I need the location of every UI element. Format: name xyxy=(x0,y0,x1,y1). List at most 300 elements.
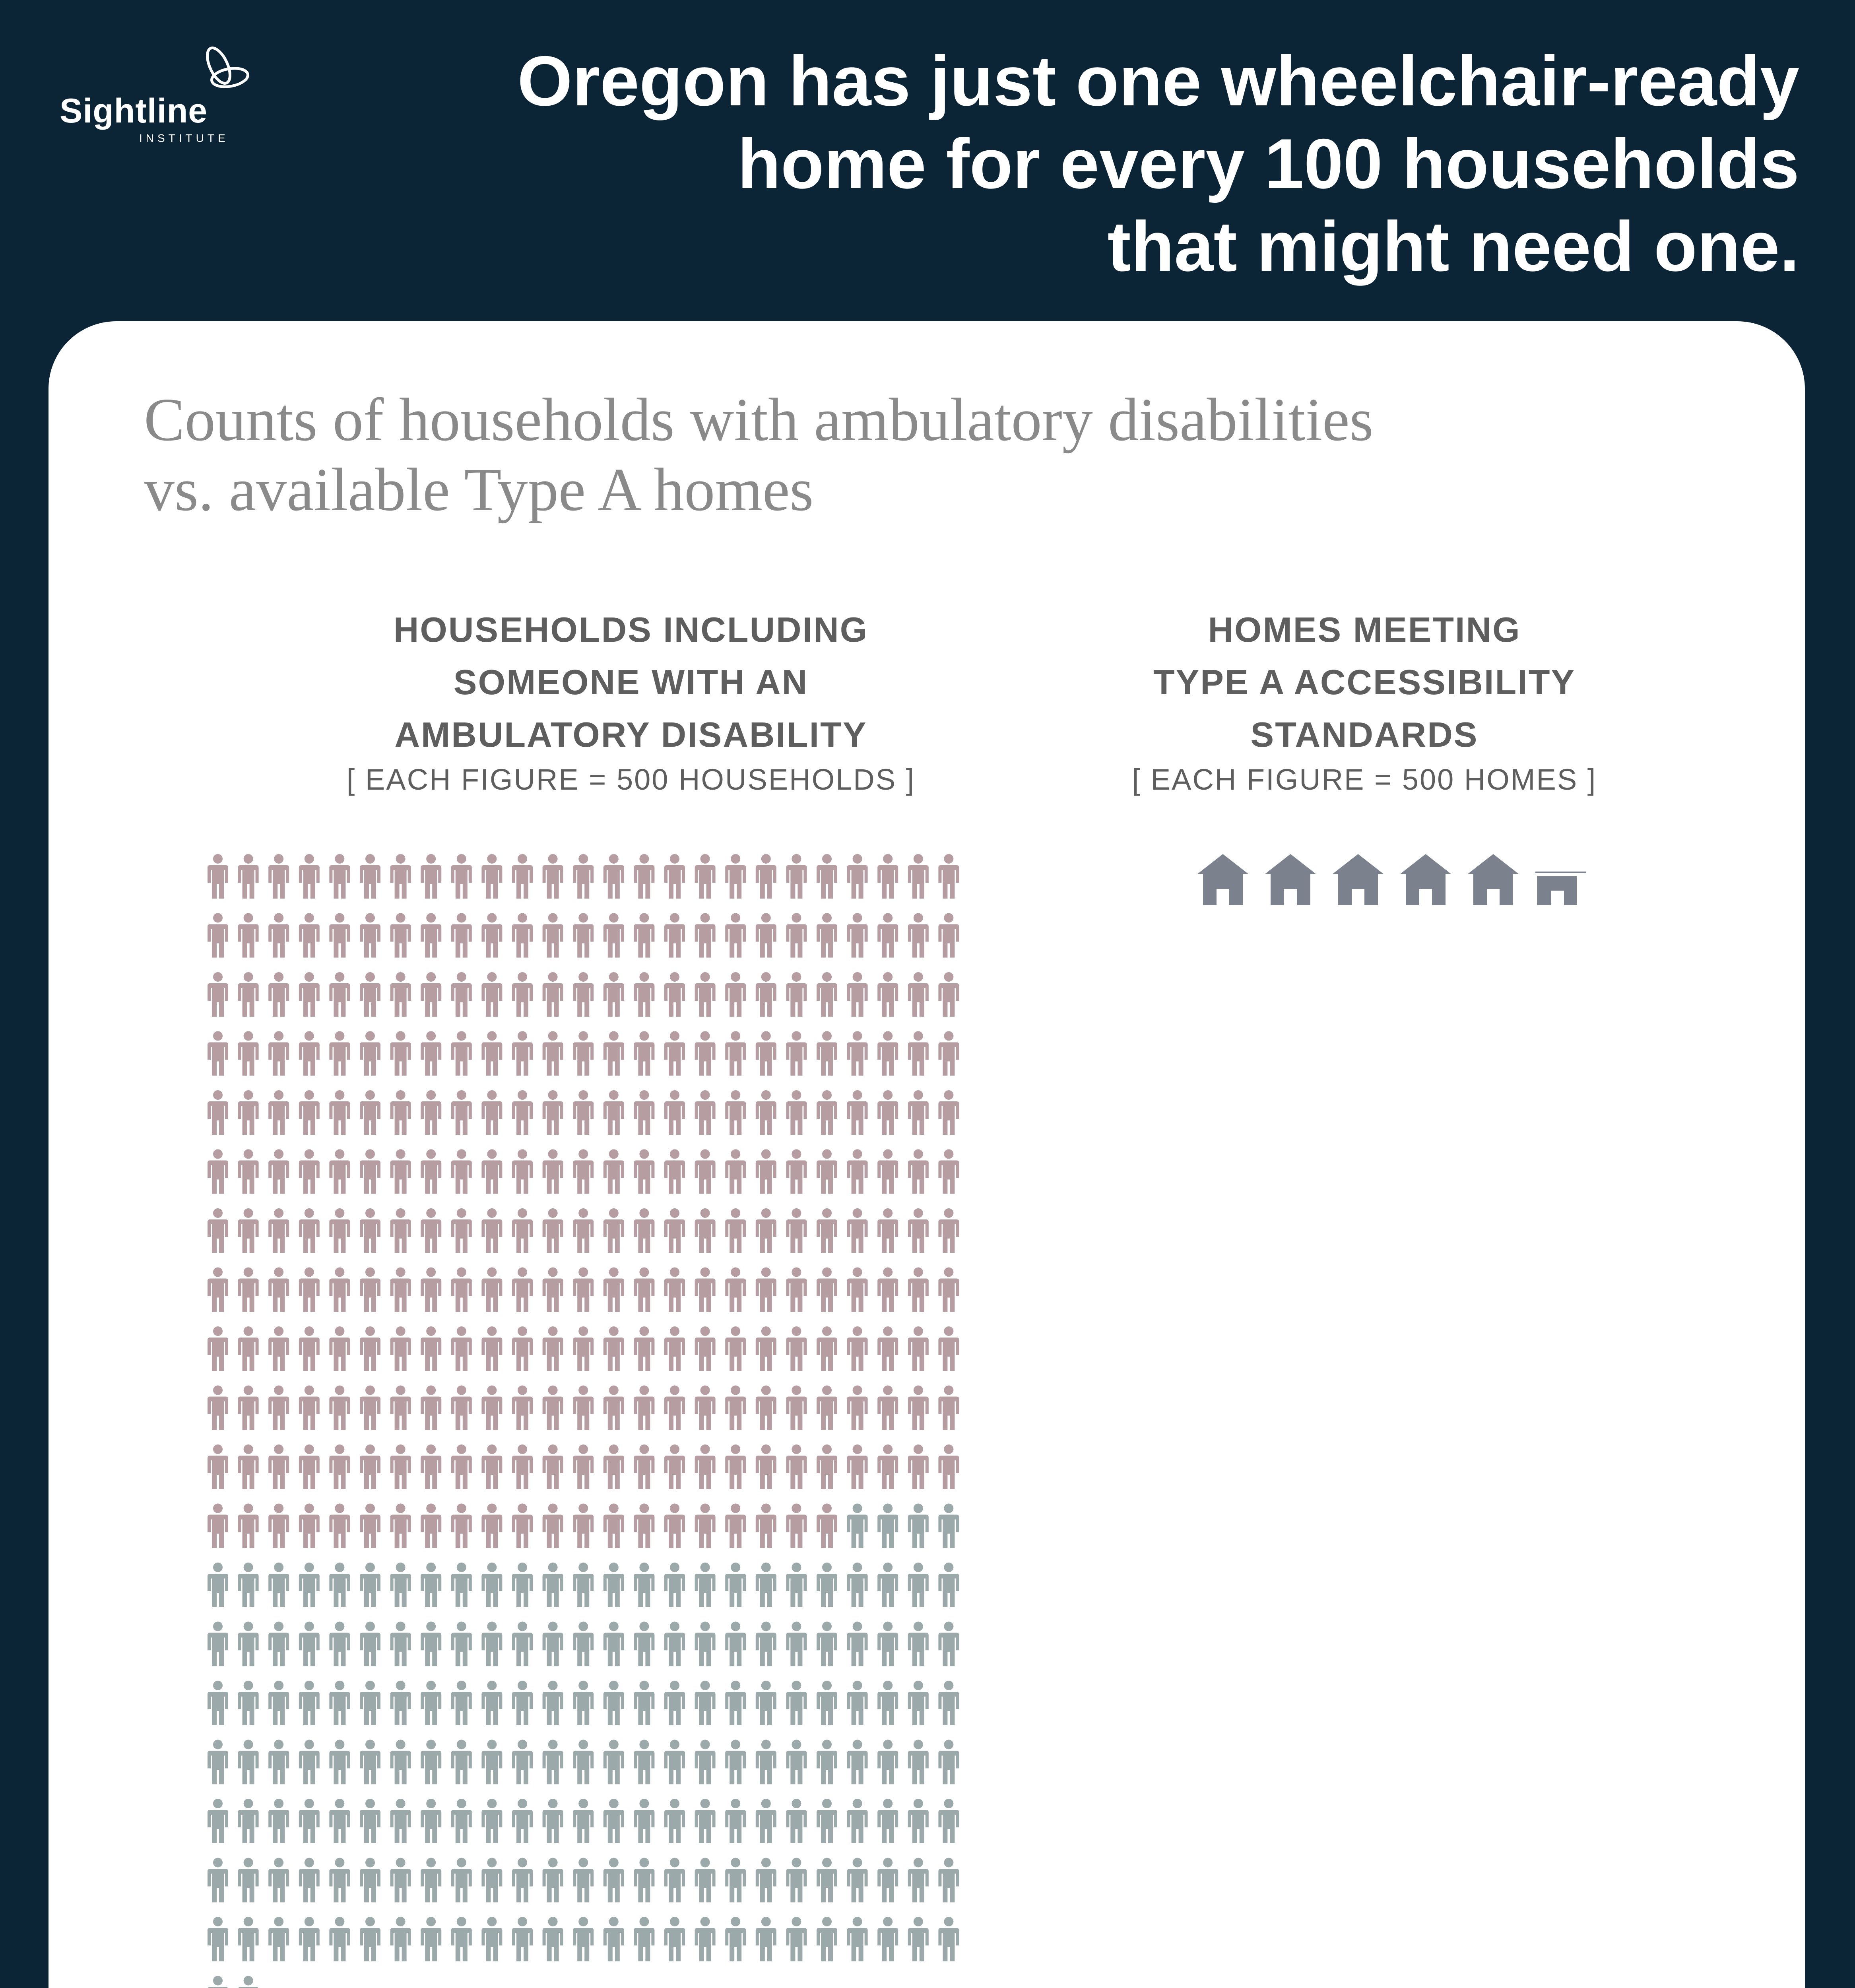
person-figure-65-or-older xyxy=(268,972,289,1017)
person-figure-under-65 xyxy=(421,1740,441,1784)
sightline-logo[interactable] xyxy=(60,44,258,155)
person-figure-65-or-older xyxy=(329,1090,350,1135)
person-figure-under-65 xyxy=(573,1740,594,1784)
person-figure-65-or-older xyxy=(603,1149,624,1194)
people-pictograph xyxy=(208,854,959,1988)
chart-card xyxy=(49,321,1805,1988)
person-figure-65-or-older xyxy=(208,1149,228,1194)
person-figure-65-or-older xyxy=(543,1386,563,1430)
person-figure-65-or-older xyxy=(786,1090,807,1135)
person-figure-65-or-older xyxy=(208,1444,228,1489)
person-figure-under-65 xyxy=(481,1622,502,1666)
person-figure-under-65 xyxy=(512,1799,533,1843)
person-figure-65-or-older xyxy=(725,1149,746,1194)
person-figure-under-65 xyxy=(451,1917,472,1961)
person-figure-65-or-older xyxy=(238,1386,259,1430)
person-figure-under-65 xyxy=(481,1681,502,1725)
person-figure-65-or-older xyxy=(329,972,350,1017)
house-figure-partial xyxy=(1535,872,1586,905)
person-figure-65-or-older xyxy=(908,913,929,958)
person-figure-65-or-older xyxy=(756,1090,776,1135)
person-figure-65-or-older xyxy=(421,1090,441,1135)
person-figure-under-65 xyxy=(786,1799,807,1843)
person-figure-65-or-older xyxy=(390,972,411,1017)
person-figure-under-65 xyxy=(938,1858,959,1903)
person-figure-65-or-older xyxy=(512,972,533,1017)
person-figure-under-65 xyxy=(268,1858,289,1903)
person-figure-under-65 xyxy=(847,1622,868,1666)
person-figure-65-or-older xyxy=(938,972,959,1017)
person-figure-under-65 xyxy=(543,1563,563,1607)
person-figure-under-65 xyxy=(877,1681,898,1725)
person-figure-65-or-older xyxy=(756,1149,776,1194)
person-figure-65-or-older xyxy=(573,1268,594,1312)
person-figure-65-or-older xyxy=(543,1090,563,1135)
person-figure-under-65 xyxy=(877,1622,898,1666)
person-figure-65-or-older xyxy=(360,913,380,958)
person-figure-under-65 xyxy=(329,1858,350,1903)
person-figure-65-or-older xyxy=(877,1268,898,1312)
person-figure-65-or-older xyxy=(543,1504,563,1548)
person-figure-65-or-older xyxy=(208,1326,228,1371)
person-figure-65-or-older xyxy=(512,1504,533,1548)
person-figure-65-or-older xyxy=(664,1149,685,1194)
person-figure-65-or-older xyxy=(481,1444,502,1489)
person-figure-65-or-older xyxy=(299,1444,320,1489)
person-figure-under-65 xyxy=(512,1858,533,1903)
person-figure-under-65 xyxy=(481,1740,502,1784)
person-figure-under-65 xyxy=(725,1563,746,1607)
person-figure-under-65 xyxy=(786,1681,807,1725)
person-figure-65-or-older xyxy=(208,1386,228,1430)
person-figure-65-or-older xyxy=(695,1444,716,1489)
person-figure-65-or-older xyxy=(208,1031,228,1076)
person-figure-under-65 xyxy=(512,1681,533,1725)
person-figure-under-65 xyxy=(238,1917,259,1961)
person-figure-65-or-older xyxy=(938,1031,959,1076)
person-figure-under-65 xyxy=(329,1622,350,1666)
person-figure-65-or-older xyxy=(786,854,807,899)
person-figure-65-or-older xyxy=(451,1149,472,1194)
person-figure-under-65 xyxy=(360,1917,380,1961)
person-figure-under-65 xyxy=(481,1858,502,1903)
person-figure-under-65 xyxy=(360,1740,380,1784)
person-figure-65-or-older xyxy=(786,1031,807,1076)
person-figure-65-or-older xyxy=(268,913,289,958)
person-figure-65-or-older xyxy=(817,1149,837,1194)
person-figure-65-or-older xyxy=(786,1149,807,1194)
person-figure-65-or-older xyxy=(268,1444,289,1489)
person-figure-under-65 xyxy=(847,1858,868,1903)
person-figure-65-or-older xyxy=(817,972,837,1017)
person-figure-65-or-older xyxy=(208,913,228,958)
person-figure-65-or-older xyxy=(634,1504,654,1548)
person-figure-65-or-older xyxy=(573,1208,594,1253)
person-figure-65-or-older xyxy=(817,1504,837,1548)
person-figure-65-or-older xyxy=(360,1444,380,1489)
person-figure-under-65 xyxy=(268,1917,289,1961)
person-figure-65-or-older xyxy=(877,1149,898,1194)
person-figure-65-or-older xyxy=(512,1444,533,1489)
person-figure-65-or-older xyxy=(481,972,502,1017)
person-figure-under-65 xyxy=(573,1563,594,1607)
person-figure-under-65 xyxy=(603,1858,624,1903)
person-figure-65-or-older xyxy=(847,1031,868,1076)
person-figure-65-or-older xyxy=(664,913,685,958)
person-figure-under-65 xyxy=(360,1858,380,1903)
person-figure-under-65 xyxy=(238,1740,259,1784)
person-figure-under-65 xyxy=(634,1563,654,1607)
person-figure-65-or-older xyxy=(908,1326,929,1371)
person-figure-65-or-older xyxy=(360,1326,380,1371)
brand-sub: INSTITUTE xyxy=(139,132,229,144)
person-figure-65-or-older xyxy=(786,1208,807,1253)
person-figure-65-or-older xyxy=(847,1149,868,1194)
person-figure-65-or-older xyxy=(299,972,320,1017)
person-figure-under-65 xyxy=(238,1622,259,1666)
person-figure-under-65 xyxy=(390,1563,411,1607)
person-figure-65-or-older xyxy=(268,1386,289,1430)
house-figure xyxy=(1265,854,1316,905)
person-figure-under-65 xyxy=(512,1917,533,1961)
person-figure-65-or-older xyxy=(695,1386,716,1430)
person-figure-under-65 xyxy=(208,1740,228,1784)
person-figure-65-or-older xyxy=(360,1386,380,1430)
person-figure-under-65 xyxy=(603,1917,624,1961)
person-figure-under-65 xyxy=(817,1740,837,1784)
person-figure-65-or-older xyxy=(695,972,716,1017)
person-figure-65-or-older xyxy=(268,1208,289,1253)
person-figure-65-or-older xyxy=(390,1504,411,1548)
person-figure-65-or-older xyxy=(817,1208,837,1253)
person-figure-65-or-older xyxy=(238,1444,259,1489)
person-figure-65-or-older xyxy=(786,1386,807,1430)
person-figure-65-or-older xyxy=(451,854,472,899)
person-figure-under-65 xyxy=(695,1622,716,1666)
person-figure-under-65 xyxy=(908,1622,929,1666)
person-figure-65-or-older xyxy=(603,1208,624,1253)
person-figure-under-65 xyxy=(238,1976,259,1988)
person-figure-65-or-older xyxy=(421,972,441,1017)
person-figure-under-65 xyxy=(573,1799,594,1843)
person-figure-65-or-older xyxy=(360,1208,380,1253)
person-figure-under-65 xyxy=(877,1799,898,1843)
person-figure-65-or-older xyxy=(725,972,746,1017)
person-figure-65-or-older xyxy=(512,913,533,958)
households-unit-note: [ EACH FIGURE = 500 HOUSEHOLDS ] xyxy=(346,763,916,796)
person-figure-under-65 xyxy=(421,1681,441,1725)
person-figure-under-65 xyxy=(786,1917,807,1961)
person-figure-under-65 xyxy=(268,1563,289,1607)
person-figure-65-or-older xyxy=(877,1090,898,1135)
person-figure-65-or-older xyxy=(664,1386,685,1430)
person-figure-under-65 xyxy=(786,1563,807,1607)
person-figure-65-or-older xyxy=(695,913,716,958)
person-figure-under-65 xyxy=(603,1681,624,1725)
person-figure-65-or-older xyxy=(208,854,228,899)
person-figure-65-or-older xyxy=(268,1326,289,1371)
person-figure-65-or-older xyxy=(481,1090,502,1135)
person-figure-under-65 xyxy=(938,1504,959,1548)
chart-title-line: vs. available Type A homes xyxy=(144,456,814,524)
person-figure-under-65 xyxy=(908,1858,929,1903)
person-figure-65-or-older xyxy=(390,1444,411,1489)
person-figure-under-65 xyxy=(908,1563,929,1607)
person-figure-under-65 xyxy=(756,1622,776,1666)
person-figure-under-65 xyxy=(329,1740,350,1784)
person-figure-65-or-older xyxy=(329,1268,350,1312)
house-figure xyxy=(1197,854,1248,905)
person-figure-under-65 xyxy=(847,1504,868,1548)
person-figure-65-or-older xyxy=(451,1090,472,1135)
person-figure-65-or-older xyxy=(877,1444,898,1489)
person-figure-65-or-older xyxy=(543,913,563,958)
person-figure-under-65 xyxy=(329,1681,350,1725)
person-figure-under-65 xyxy=(543,1681,563,1725)
person-figure-65-or-older xyxy=(573,1386,594,1430)
person-figure-65-or-older xyxy=(451,1444,472,1489)
person-figure-65-or-older xyxy=(664,1504,685,1548)
person-figure-65-or-older xyxy=(451,972,472,1017)
person-figure-65-or-older xyxy=(908,1149,929,1194)
person-figure-65-or-older xyxy=(390,1149,411,1194)
households-heading-line: HOUSEHOLDS INCLUDING xyxy=(393,610,869,649)
person-figure-under-65 xyxy=(634,1799,654,1843)
person-figure-under-65 xyxy=(573,1858,594,1903)
person-figure-65-or-older xyxy=(329,1444,350,1489)
person-figure-under-65 xyxy=(634,1681,654,1725)
person-figure-65-or-older xyxy=(938,1149,959,1194)
brand-name: Sightline xyxy=(60,92,208,130)
person-figure-65-or-older xyxy=(421,1504,441,1548)
person-figure-65-or-older xyxy=(573,1149,594,1194)
person-figure-65-or-older xyxy=(421,1208,441,1253)
person-figure-under-65 xyxy=(512,1563,533,1607)
person-figure-under-65 xyxy=(664,1740,685,1784)
person-figure-65-or-older xyxy=(634,1386,654,1430)
person-figure-65-or-older xyxy=(573,1444,594,1489)
person-figure-65-or-older xyxy=(268,1090,289,1135)
person-figure-65-or-older xyxy=(938,1268,959,1312)
headline-line: home for every 100 households xyxy=(737,124,1799,203)
person-figure-65-or-older xyxy=(756,1444,776,1489)
person-figure-65-or-older xyxy=(238,913,259,958)
person-figure-65-or-older xyxy=(756,1386,776,1430)
person-figure-65-or-older xyxy=(938,1090,959,1135)
person-figure-65-or-older xyxy=(725,1444,746,1489)
person-figure-65-or-older xyxy=(543,854,563,899)
person-figure-65-or-older xyxy=(938,1386,959,1430)
person-figure-65-or-older xyxy=(817,1444,837,1489)
person-figure-65-or-older xyxy=(512,1326,533,1371)
person-figure-65-or-older xyxy=(756,1031,776,1076)
person-figure-65-or-older xyxy=(268,1268,289,1312)
person-figure-under-65 xyxy=(756,1917,776,1961)
person-figure-65-or-older xyxy=(817,1386,837,1430)
person-figure-65-or-older xyxy=(634,1268,654,1312)
person-figure-under-65 xyxy=(695,1858,716,1903)
person-figure-under-65 xyxy=(451,1681,472,1725)
person-figure-65-or-older xyxy=(360,1149,380,1194)
person-figure-under-65 xyxy=(756,1563,776,1607)
chart-title-line: Counts of households with ambulatory disabilities xyxy=(144,386,1374,454)
sightline-logo-mark-icon xyxy=(195,44,254,99)
person-figure-65-or-older xyxy=(847,1386,868,1430)
person-figure-under-65 xyxy=(299,1681,320,1725)
person-figure-65-or-older xyxy=(908,972,929,1017)
person-figure-under-65 xyxy=(664,1563,685,1607)
person-figure-65-or-older xyxy=(664,854,685,899)
person-figure-65-or-older xyxy=(877,1031,898,1076)
house-figure xyxy=(1468,854,1519,905)
person-figure-under-65 xyxy=(512,1622,533,1666)
person-figure-65-or-older xyxy=(908,1090,929,1135)
person-figure-65-or-older xyxy=(512,1090,533,1135)
person-figure-under-65 xyxy=(208,1976,228,1988)
person-figure-under-65 xyxy=(817,1799,837,1843)
person-figure-65-or-older xyxy=(877,1208,898,1253)
person-figure-65-or-older xyxy=(573,854,594,899)
person-figure-65-or-older xyxy=(634,1208,654,1253)
person-figure-65-or-older xyxy=(299,1386,320,1430)
person-figure-65-or-older xyxy=(634,854,654,899)
person-figure-65-or-older xyxy=(786,1326,807,1371)
person-figure-65-or-older xyxy=(725,854,746,899)
person-figure-65-or-older xyxy=(847,1268,868,1312)
person-figure-under-65 xyxy=(208,1563,228,1607)
person-figure-under-65 xyxy=(481,1563,502,1607)
person-figure-65-or-older xyxy=(725,1268,746,1312)
person-figure-65-or-older xyxy=(634,913,654,958)
person-figure-65-or-older xyxy=(238,1268,259,1312)
person-figure-65-or-older xyxy=(756,1208,776,1253)
person-figure-65-or-older xyxy=(756,972,776,1017)
person-figure-under-65 xyxy=(847,1563,868,1607)
person-figure-65-or-older xyxy=(208,1504,228,1548)
person-figure-under-65 xyxy=(390,1681,411,1725)
person-figure-65-or-older xyxy=(299,1208,320,1253)
person-figure-65-or-older xyxy=(938,1208,959,1253)
person-figure-65-or-older xyxy=(360,1031,380,1076)
person-figure-under-65 xyxy=(208,1681,228,1725)
person-figure-65-or-older xyxy=(451,1031,472,1076)
person-figure-under-65 xyxy=(603,1622,624,1666)
person-figure-65-or-older xyxy=(390,913,411,958)
person-figure-65-or-older xyxy=(908,1268,929,1312)
homes-heading-line: HOMES MEETING xyxy=(1208,610,1521,649)
person-figure-65-or-older xyxy=(573,913,594,958)
person-figure-65-or-older xyxy=(634,1326,654,1371)
person-figure-under-65 xyxy=(938,1917,959,1961)
person-figure-65-or-older xyxy=(451,1268,472,1312)
person-figure-65-or-older xyxy=(481,1326,502,1371)
person-figure-under-65 xyxy=(725,1622,746,1666)
person-figure-65-or-older xyxy=(695,1326,716,1371)
person-figure-65-or-older xyxy=(817,1268,837,1312)
pictograph-chart xyxy=(49,321,1805,1988)
person-figure-65-or-older xyxy=(756,1326,776,1371)
person-figure-65-or-older xyxy=(299,1031,320,1076)
person-figure-65-or-older xyxy=(238,1090,259,1135)
person-figure-under-65 xyxy=(695,1799,716,1843)
person-figure-65-or-older xyxy=(390,1208,411,1253)
person-figure-65-or-older xyxy=(664,1031,685,1076)
person-figure-under-65 xyxy=(390,1858,411,1903)
person-figure-under-65 xyxy=(360,1681,380,1725)
person-figure-under-65 xyxy=(634,1622,654,1666)
person-figure-65-or-older xyxy=(512,1208,533,1253)
person-figure-65-or-older xyxy=(299,1504,320,1548)
person-figure-65-or-older xyxy=(817,854,837,899)
person-figure-65-or-older xyxy=(817,1326,837,1371)
person-figure-65-or-older xyxy=(208,1090,228,1135)
person-figure-under-65 xyxy=(238,1799,259,1843)
person-figure-65-or-older xyxy=(390,1386,411,1430)
person-figure-65-or-older xyxy=(756,854,776,899)
person-figure-65-or-older xyxy=(329,1208,350,1253)
person-figure-under-65 xyxy=(543,1622,563,1666)
person-figure-65-or-older xyxy=(208,1208,228,1253)
person-figure-under-65 xyxy=(208,1858,228,1903)
person-figure-under-65 xyxy=(421,1799,441,1843)
person-figure-65-or-older xyxy=(481,913,502,958)
person-figure-65-or-older xyxy=(603,1444,624,1489)
person-figure-65-or-older xyxy=(695,1268,716,1312)
person-figure-65-or-older xyxy=(299,1326,320,1371)
person-figure-65-or-older xyxy=(208,1268,228,1312)
person-figure-under-65 xyxy=(451,1563,472,1607)
person-figure-65-or-older xyxy=(786,972,807,1017)
person-figure-65-or-older xyxy=(634,1149,654,1194)
person-figure-under-65 xyxy=(299,1917,320,1961)
person-figure-65-or-older xyxy=(451,1504,472,1548)
person-figure-under-65 xyxy=(664,1858,685,1903)
person-figure-65-or-older xyxy=(938,854,959,899)
person-figure-65-or-older xyxy=(634,1444,654,1489)
person-figure-65-or-older xyxy=(543,1149,563,1194)
person-figure-under-65 xyxy=(603,1563,624,1607)
person-figure-under-65 xyxy=(908,1799,929,1843)
person-figure-65-or-older xyxy=(329,1326,350,1371)
person-figure-under-65 xyxy=(390,1622,411,1666)
person-figure-65-or-older xyxy=(481,1386,502,1430)
person-figure-65-or-older xyxy=(573,1326,594,1371)
house-figure xyxy=(1400,854,1451,905)
person-figure-65-or-older xyxy=(756,1504,776,1548)
person-figure-under-65 xyxy=(573,1681,594,1725)
person-figure-under-65 xyxy=(908,1917,929,1961)
person-figure-under-65 xyxy=(360,1799,380,1843)
person-figure-under-65 xyxy=(877,1917,898,1961)
person-figure-65-or-older xyxy=(360,1090,380,1135)
person-figure-under-65 xyxy=(938,1740,959,1784)
person-figure-65-or-older xyxy=(603,1504,624,1548)
person-figure-65-or-older xyxy=(390,1090,411,1135)
person-figure-65-or-older xyxy=(877,972,898,1017)
person-figure-65-or-older xyxy=(268,1031,289,1076)
person-figure-under-65 xyxy=(817,1563,837,1607)
person-figure-under-65 xyxy=(756,1858,776,1903)
person-figure-under-65 xyxy=(208,1622,228,1666)
person-figure-65-or-older xyxy=(847,854,868,899)
person-figure-under-65 xyxy=(664,1681,685,1725)
person-figure-under-65 xyxy=(451,1740,472,1784)
person-figure-under-65 xyxy=(817,1917,837,1961)
person-figure-65-or-older xyxy=(481,1268,502,1312)
person-figure-under-65 xyxy=(817,1622,837,1666)
headline-line: that might need one. xyxy=(1107,207,1799,286)
person-figure-65-or-older xyxy=(421,1386,441,1430)
